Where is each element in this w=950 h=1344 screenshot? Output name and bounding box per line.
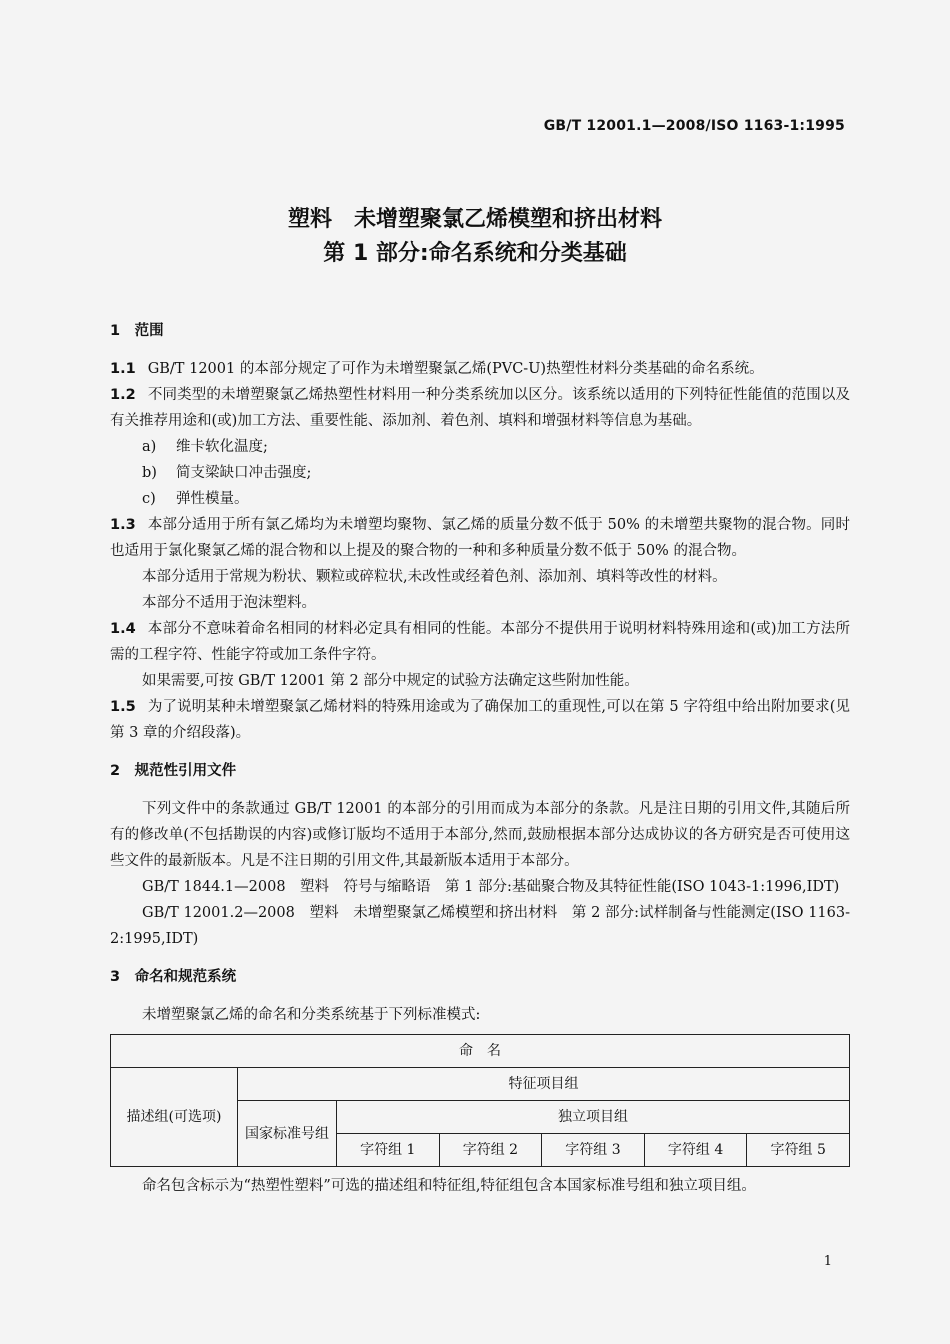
list-item bbox=[142, 434, 850, 460]
table-cell-independent-group: 独立项目组 bbox=[337, 1101, 850, 1134]
clause-text: 本部分适用于所有氯乙烯均为未增塑均聚物、氯乙烯的质量分数不低于 50% 的未增塑共聚物的混合物。同时也适用于氯化聚氯乙烯的混合物和以上提及的聚合物的一种和多种质量分数不低于 50% 的混合物。 bbox=[110, 517, 850, 559]
table-cell-char-group: 字符组 2 bbox=[439, 1134, 542, 1167]
clause-number: 1.1 bbox=[110, 361, 136, 377]
clause-number: 1.2 bbox=[110, 387, 136, 403]
clause-1-3 bbox=[110, 512, 850, 564]
table-caption: 命名包含标示为“热塑性塑料”可选的描述组和特征组,特征组包含本国家标准号组和独立项目组。 bbox=[142, 1178, 756, 1194]
clause-text: GB/T 12001 的本部分规定了可作为未增塑聚氯乙烯(PVC-U)热塑性材料分类基础的命名系统。 bbox=[147, 361, 764, 377]
clause-text: 为了说明某种未增塑聚氯乙烯材料的特殊用途或为了确保加工的重现性,可以在第 5 字符组中给出附加要求(见第 3 章的介绍段落)。 bbox=[110, 699, 850, 741]
clause-1-4-para-b: 如果需要,可按 GB/T 12001 第 2 部分中规定的试验方法确定这些附加性能。 bbox=[142, 673, 639, 689]
clause-1-4 bbox=[110, 616, 850, 668]
clause-number: 1.3 bbox=[110, 517, 136, 533]
document-title-line1: 塑料 未增塑聚氯乙烯模塑和挤出材料 bbox=[287, 207, 662, 232]
list-item-label: a) bbox=[142, 439, 157, 455]
list-item-text: 维卡软化温度; bbox=[176, 439, 268, 455]
section2-heading: 2 规范性引用文件 bbox=[110, 763, 237, 779]
clause-text: 本部分不意味着命名相同的材料必定具有相同的性能。本部分不提供用于说明材料特殊用途和(或)加工方法所需的工程字符、性能字符或加工条件字符。 bbox=[110, 621, 850, 663]
table-cell-char-group: 字符组 1 bbox=[337, 1134, 440, 1167]
standard-number: GB/T 12001.1—2008/ISO 1163-1:1995 bbox=[543, 118, 845, 134]
table-cell-national-standard: 国家标准号组 bbox=[238, 1101, 337, 1167]
page-number: 1 bbox=[823, 1254, 832, 1269]
list-item-text: 简支梁缺口冲击强度; bbox=[176, 465, 312, 481]
clause-1-3-para-c: 本部分不适用于泡沫塑料。 bbox=[142, 595, 316, 611]
table-cell-char-group: 字符组 5 bbox=[747, 1134, 850, 1167]
clause-number: 1.5 bbox=[110, 699, 136, 715]
clause-number: 1.4 bbox=[110, 621, 136, 637]
table-cell-char-group: 字符组 4 bbox=[644, 1134, 747, 1167]
clause-text: 不同类型的未增塑聚氯乙烯热塑性材料用一种分类系统加以区分。该系统以适用的下列特征性能值的范围以及有关推荐用途和(或)加工方法、重要性能、添加剂、着色剂、填料和增强材料等信息为基础。 bbox=[110, 387, 850, 429]
list-item bbox=[142, 486, 850, 512]
section3-intro: 未增塑聚氯乙烯的命名和分类系统基于下列标准模式: bbox=[142, 1007, 481, 1023]
list-item-label: b) bbox=[142, 465, 157, 481]
section1-heading: 1 范围 bbox=[110, 323, 164, 339]
clause-1-5 bbox=[110, 694, 850, 746]
clause-1-1 bbox=[110, 356, 850, 382]
section3-heading: 3 命名和规范系统 bbox=[110, 969, 237, 985]
document-body bbox=[110, 318, 850, 1199]
normative-reference-2: GB/T 12001.2—2008 塑料 未增塑聚氯乙烯模塑和挤出材料 第 2 部分:试样制备与性能测定(ISO 1163-2:1995,IDT) bbox=[110, 905, 850, 947]
list-item bbox=[142, 460, 850, 486]
table-cell-char-group: 字符组 3 bbox=[542, 1134, 645, 1167]
section2-paragraph: 下列文件中的条款通过 GB/T 12001 的本部分的引用而成为本部分的条款。凡是注日期的引用文件,其随后所有的修改单(不包括勘误的内容)或修订版均不适用于本部分,然而,鼓励根据本部分达成协议的各方研究是否可使用这些文件的最新版本。凡是不注日期的引用文件,其最新版本适用于本部分。 bbox=[110, 801, 850, 869]
clause-1-2 bbox=[110, 382, 850, 434]
list-item-text: 弹性模量。 bbox=[176, 491, 249, 507]
document-title-line2: 第 1 部分:命名系统和分类基础 bbox=[323, 241, 627, 266]
normative-reference-1: GB/T 1844.1—2008 塑料 符号与缩略语 第 1 部分:基础聚合物及其特征性能(ISO 1043-1:1996,IDT) bbox=[142, 879, 840, 895]
table-cell-feature-group: 特征项目组 bbox=[238, 1068, 850, 1101]
table-header-designation: 命 名 bbox=[111, 1035, 850, 1068]
clause-1-3-para-b: 本部分适用于常规为粉状、颗粒或碎粒状,未改性或经着色剂、添加剂、填料等改性的材料。 bbox=[142, 569, 727, 585]
table-cell-description-group: 描述组(可选项) bbox=[111, 1068, 238, 1167]
list-item-label: c) bbox=[142, 491, 156, 507]
designation-table bbox=[110, 1034, 850, 1167]
